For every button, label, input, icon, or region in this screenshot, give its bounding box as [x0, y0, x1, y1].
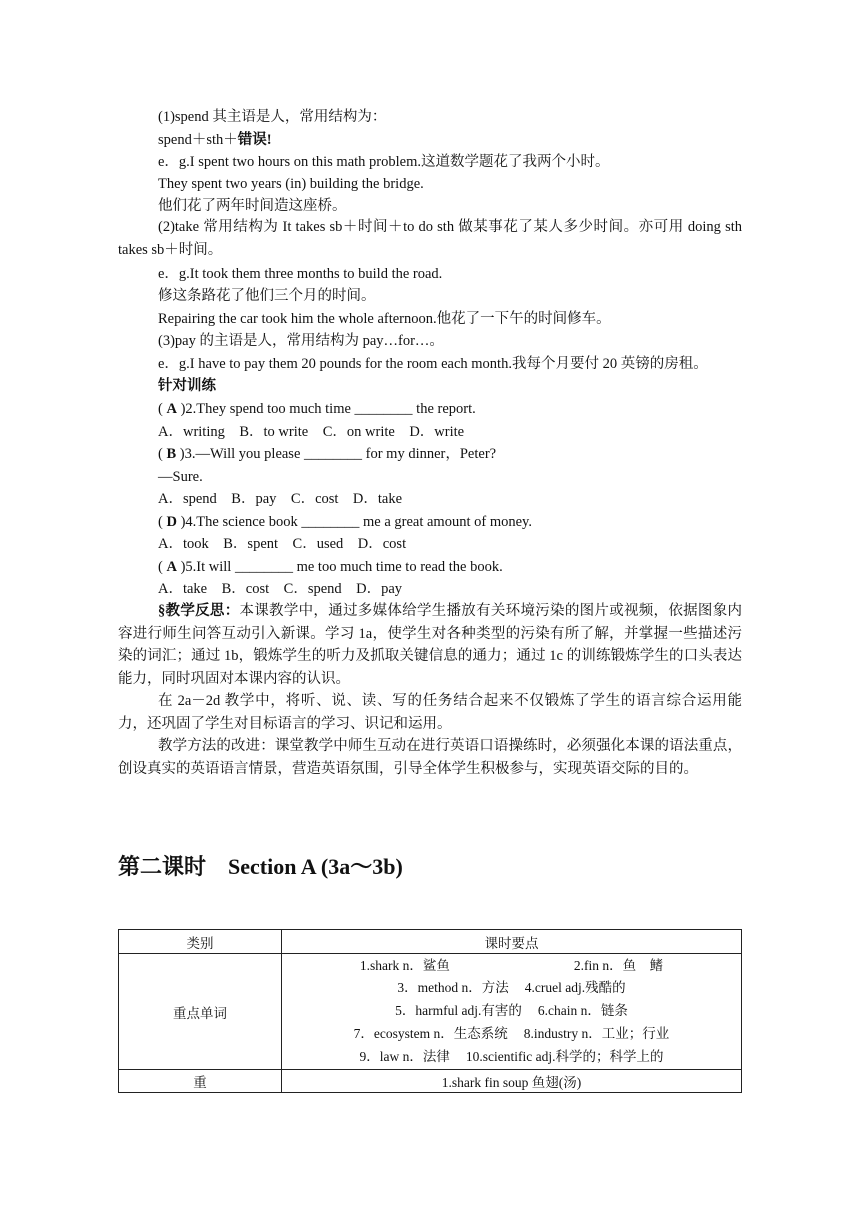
question-bracket: ( [158, 446, 167, 462]
question-text: )2.They spend too much time ________ the report. [176, 401, 476, 417]
vocab-word: 2.fin n．鱼 鳍 [573, 957, 664, 973]
take-example-1: e．g.It took them three months to build the road. [158, 266, 443, 282]
pay-example: e．g.I have to pay them 20 pounds for the room each month.我每个月要付 20 英镑的房租。 [158, 356, 708, 372]
question-text: )3.—Will you please ________ for my dinner，Peter? [176, 446, 497, 462]
question-bracket: ( [158, 559, 167, 575]
pay-rule: (3)pay 的主语是人，常用结构为 pay…for…。 [158, 333, 444, 349]
row-phrase: 1.shark fin soup 鱼翅(汤) [282, 1070, 742, 1093]
vocab-word: 5．harmful adj.有害的 [395, 1003, 522, 1019]
vocab-word: 7．ecosystem n．生态系统 [353, 1025, 508, 1041]
vocab-word: 4.cruel adj.残酷的 [524, 980, 626, 996]
header-category: 类别 [119, 930, 282, 954]
lesson-heading [118, 852, 403, 882]
vocab-item [282, 955, 741, 978]
question-2-options: A．writing B．to write C．on write D．write [158, 424, 465, 440]
question-4-options: A．took B．spent C．used D．cost [158, 536, 407, 552]
question-2 [158, 400, 476, 418]
question-3-options: A．spend B．pay C．cost D．take [158, 491, 403, 507]
table-row [119, 954, 742, 1070]
reflection-paragraph-3: 教学方法的改进：课堂教学中师生互动在进行英语口语操练时，必须强化本课的语法重点，创设真实的英语语言情景，营造英语氛围，引导全体学生积极参与，实现英语交际的目的。 [118, 738, 742, 777]
question-text: )4.The science book ________ me a great amount of money. [176, 514, 532, 530]
take-example-2: Repairing the car took him the whole afternoon.他花了一下午的时间修车。 [158, 311, 611, 327]
vocab-item [282, 1046, 741, 1069]
vocab-word: 3．method n．方法 [397, 980, 509, 996]
spend-example-2-cn: 他们花了两年时间造这座桥。 [158, 198, 347, 214]
question-answer: D [166, 514, 177, 530]
row-category: 重点单词 [119, 954, 282, 1070]
question-text: )5.It will ________ me too much time to read the book. [176, 559, 503, 575]
spend-pattern-error: 错误! [237, 132, 272, 148]
question-3 [158, 445, 496, 463]
key-points-table [118, 929, 742, 1093]
vocab-word: 1.shark n．鲨鱼 [359, 957, 450, 973]
vocab-word: 8.industry n．工业；行业 [523, 1025, 670, 1041]
spend-example-1: e．g.I spent two hours on this math problem.这道数学题花了我两个小时。 [158, 154, 610, 170]
row-vocab-list [282, 954, 742, 1070]
question-bracket: ( [158, 514, 167, 530]
reflection-label: §教学反思： [158, 603, 240, 619]
question-3-reply: —Sure. [158, 469, 203, 485]
spend-pattern [158, 131, 272, 149]
question-5-options: A．take B．cost C．spend D．pay [158, 581, 403, 597]
vocab-item [282, 1023, 741, 1046]
table-row [119, 1070, 742, 1093]
vocab-item [282, 977, 741, 1000]
exercise-title: 针对训练 [158, 378, 216, 394]
reflection-paragraph-2: 在 2a－2d 教学中，将听、说、读、写的任务结合起来不仅锻炼了学生的语言综合运用能力，还巩固了学生对目标语言的学习、识记和运用。 [118, 693, 742, 732]
spend-pattern-text: spend＋sth＋ [158, 132, 238, 148]
question-bracket: ( [158, 401, 167, 417]
vocab-word: 9．law n．法律 [359, 1048, 450, 1064]
question-answer: A [166, 401, 177, 417]
vocab-item [282, 1000, 741, 1023]
lesson-title-cn: 第二课时 [118, 854, 207, 879]
header-points: 课时要点 [282, 930, 742, 954]
vocab-word: 10.scientific adj.科学的；科学上的 [465, 1048, 664, 1064]
row-category: 重 [119, 1070, 282, 1093]
table-header-row [119, 930, 742, 954]
spend-rule: (1)spend 其主语是人，常用结构为： [158, 109, 387, 125]
take-example-1-cn: 修这条路花了他们三个月的时间。 [158, 288, 376, 304]
lesson-title-en: Section A (3a～3b) [228, 854, 403, 879]
question-answer: B [166, 446, 177, 462]
reflection-paragraph-1 [118, 600, 742, 690]
vocab-word: 6.chain n．链条 [537, 1003, 628, 1019]
take-rule: (2)take 常用结构为 It takes sb＋时间＋to do sth 做某事花了某人多少时间。亦可用 doing sth takes sb＋时间。 [118, 219, 742, 258]
spend-example-2: They spent two years (in) building the bridge. [158, 176, 424, 192]
question-answer: A [166, 559, 177, 575]
question-4 [158, 513, 532, 531]
reflection-text: 本课教学中，通过多媒体给学生播放有关环境污染的图片或视频，依据图象内容进行师生问答互动引入新课。学习 1a，使学生对各种类型的污染有所了解，并掌握一些描述污染的词汇；通过 1b，锻炼学生的听力及抓取关键信息的通力；通过 1c 的训练锻炼学生的口头表达能力，同时巩固对本课内容的认识。 [118, 603, 743, 687]
question-5 [158, 558, 503, 576]
